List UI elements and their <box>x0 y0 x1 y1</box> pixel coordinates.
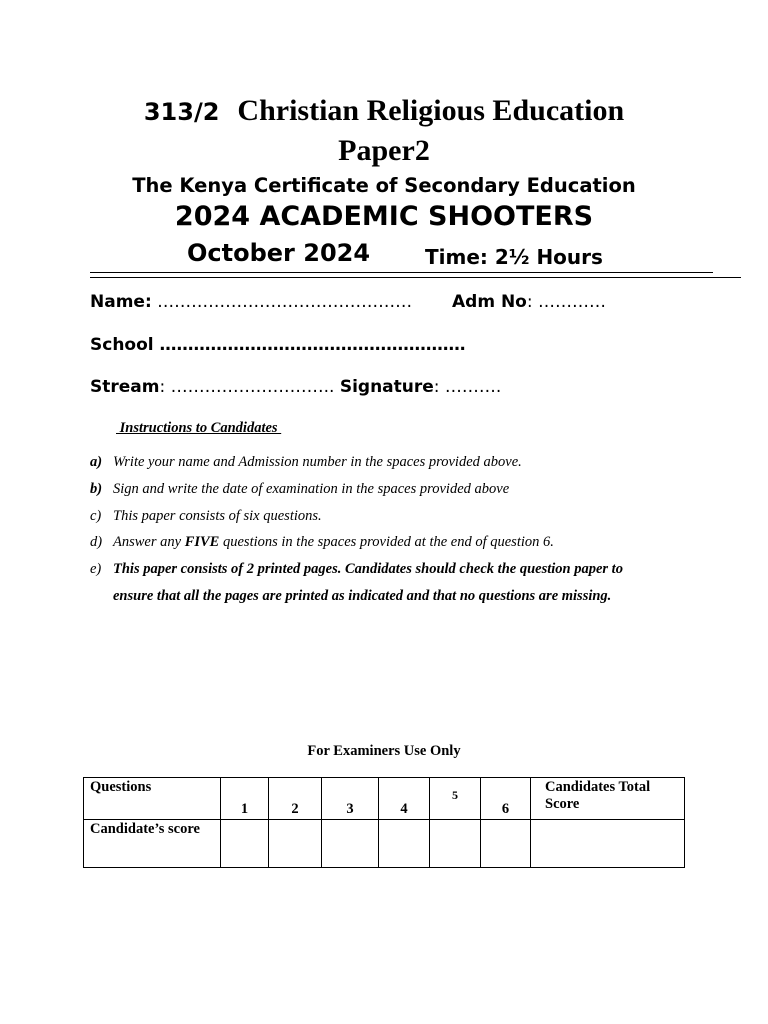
adm-no-dots: : ………… <box>526 292 607 312</box>
score-table <box>83 777 685 868</box>
paper-code: 313/2 <box>143 98 220 126</box>
certificate-title: The Kenya Certificate of Secondary Education <box>132 174 636 197</box>
total-score-cell[interactable] <box>531 820 685 868</box>
stream-label: Stream <box>90 377 160 397</box>
score-cell[interactable] <box>221 820 269 868</box>
subject-title: Christian Religious Education <box>237 94 625 127</box>
name-field[interactable] <box>90 292 412 312</box>
signature-label: Signature <box>339 377 434 397</box>
school-field[interactable] <box>90 335 466 355</box>
paper-title <box>0 94 768 128</box>
adm-no-label: Adm No <box>452 292 527 312</box>
question-number: 3 <box>322 778 379 820</box>
header-rule-bottom <box>90 277 741 278</box>
examiners-heading: For Examiners Use Only <box>307 743 461 759</box>
instruction-emphasis: FIVE <box>184 534 220 550</box>
stream-signature-row[interactable] <box>90 377 501 397</box>
exam-series: 2024 ACADEMIC SHOOTERS <box>174 201 594 232</box>
adm-no-field[interactable] <box>452 292 606 312</box>
exam-time: Time: 2½ Hours <box>425 245 603 269</box>
instructions-heading: Instructions to Candidates <box>116 420 282 436</box>
instruction-item <box>90 534 554 551</box>
instruction-text: Sign and write the date of examination in the spaces provided above <box>113 481 510 497</box>
question-number: 4 <box>379 778 430 820</box>
instruction-item <box>90 481 509 498</box>
instruction-text: This paper consists of six questions. <box>113 508 322 524</box>
table-row <box>84 820 685 868</box>
school-label: School ……………………………………………… <box>90 335 466 355</box>
instruction-text-continued: ensure that all the pages are printed as indicated and that no questions are missing. <box>113 588 612 604</box>
exam-date: October 2024 <box>187 239 371 267</box>
instruction-label: a) <box>90 454 103 470</box>
candidate-score-label: Candidate’s score <box>84 820 221 868</box>
instruction-item <box>90 561 623 578</box>
instruction-text: questions in the spaces provided at the end of question 6. <box>219 534 554 550</box>
question-number: 6 <box>481 778 531 820</box>
instruction-label: e) <box>90 561 102 577</box>
question-number: 2 <box>269 778 322 820</box>
instruction-text: This paper consists of 2 printed pages. Candidates should check the question paper to <box>113 561 623 577</box>
instruction-text: Answer any <box>113 534 185 550</box>
name-dots: ……………………………………… <box>151 292 413 312</box>
question-number: 5 <box>430 778 481 820</box>
score-cell[interactable] <box>269 820 322 868</box>
score-cell[interactable] <box>322 820 379 868</box>
question-number: 1 <box>221 778 269 820</box>
name-label: Name: <box>90 292 152 312</box>
instruction-text: Write your name and Admission number in the spaces provided above. <box>113 454 522 470</box>
instruction-item <box>90 454 522 471</box>
stream-dots: : ……………………….. <box>159 377 340 397</box>
score-cell[interactable] <box>430 820 481 868</box>
instruction-label: d) <box>90 534 103 550</box>
score-cell[interactable] <box>379 820 430 868</box>
score-cell[interactable] <box>481 820 531 868</box>
questions-header: Questions <box>84 778 221 820</box>
header-rule-top <box>90 272 713 273</box>
table-row <box>84 778 685 820</box>
instruction-label: b) <box>90 481 103 497</box>
instruction-label: c) <box>90 508 102 524</box>
paper-number: Paper2 <box>338 134 430 167</box>
total-score-header: Candidates Total Score <box>531 778 685 820</box>
signature-dots: : ………. <box>433 377 502 397</box>
instruction-item <box>90 508 322 525</box>
